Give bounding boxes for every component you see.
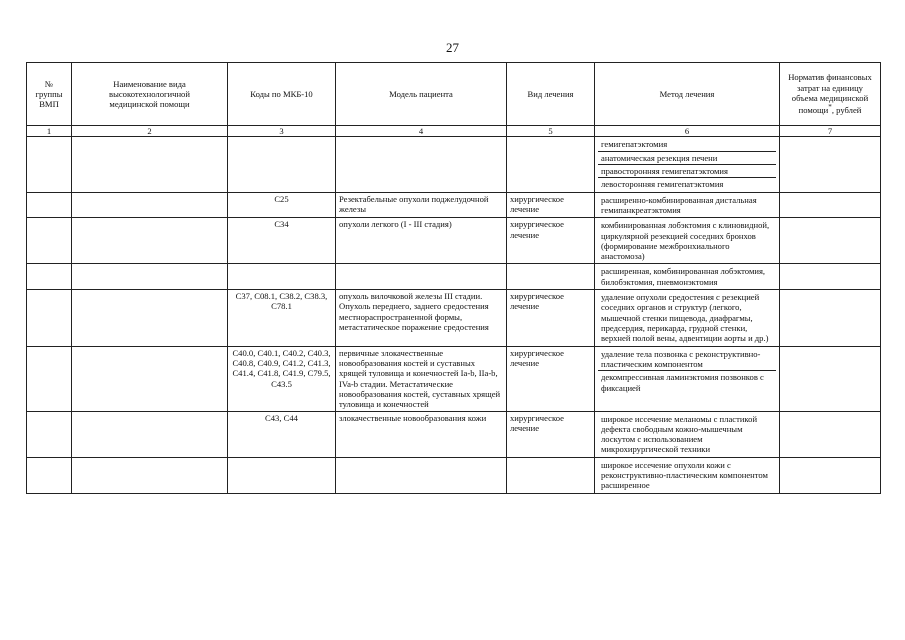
treatment-method-cell xyxy=(595,457,780,493)
treatment-type-cell: хирургическое лечение xyxy=(507,346,595,411)
header-patient-model: Модель пациента xyxy=(336,63,507,126)
treatment-method-cell xyxy=(595,264,780,290)
group-number-cell xyxy=(27,457,72,493)
column-number: 1 xyxy=(27,126,72,137)
treatment-method-item: широкое иссечение опухоли кожи с реконструктивно-пластическим компонентом расширенное xyxy=(601,459,768,491)
group-number-cell xyxy=(27,290,72,347)
header-group-number: № группы ВМП xyxy=(27,63,72,126)
treatment-method-item: удаление опухоли средостения с резекцией соседних органов и структур (легкого, мышечной стенки пищевода, диафрагмы, предсердия, перикарда, грудной стенки, верхней полой вены, адвентиции аорты и др.) xyxy=(601,292,769,344)
treatment-type-cell: хирургическое лечение xyxy=(507,411,595,457)
table-row xyxy=(27,346,881,411)
treatment-method-cell xyxy=(595,411,780,457)
patient-model-cell: первичные злокачественные новообразования костей и суставных хрящей туловища и конечностей Ia-b, IIa-b, IVa-b стадии. Метастатические новообразования костей, суставных хрящей туловища и конечностей xyxy=(336,346,507,411)
care-type-cell xyxy=(72,137,228,192)
group-number-cell xyxy=(27,264,72,290)
treatment-method-cell xyxy=(595,218,780,264)
treatment-type-cell xyxy=(507,137,595,192)
group-number-cell xyxy=(27,411,72,457)
patient-model-cell: злокачественные новообразования кожи xyxy=(336,411,507,457)
care-type-cell xyxy=(72,264,228,290)
vmp-table xyxy=(26,62,881,494)
group-number-cell xyxy=(27,192,72,218)
care-type-cell xyxy=(72,411,228,457)
column-number: 3 xyxy=(228,126,336,137)
treatment-method-item: удаление тела позвонка с реконструктивно-пластическим компонентом xyxy=(598,348,776,372)
patient-model-cell: опухоль вилочковой железы III стадии. Опухоль переднего, заднего средостения местнораспространенной формы, метастатическое поражение средостения xyxy=(336,290,507,347)
icd-codes-cell xyxy=(228,137,336,192)
cost-norm-cell xyxy=(780,290,881,347)
cost-norm-label: Норматив финансовых затрат на единицу объема медицинской помощи xyxy=(788,72,872,116)
column-number: 4 xyxy=(336,126,507,137)
cost-norm-cell xyxy=(780,411,881,457)
table-row xyxy=(27,192,881,218)
column-number: 7 xyxy=(780,126,881,137)
cost-norm-cell xyxy=(780,218,881,264)
cost-norm-cell xyxy=(780,192,881,218)
icd-codes-cell: C34 xyxy=(228,218,336,264)
icd-codes-cell: C43, C44 xyxy=(228,411,336,457)
patient-model-cell xyxy=(336,457,507,493)
care-type-cell xyxy=(72,346,228,411)
treatment-method-cell xyxy=(595,192,780,218)
icd-codes-cell xyxy=(228,457,336,493)
cost-norm-cell xyxy=(780,346,881,411)
treatment-method-cell xyxy=(595,346,780,411)
care-type-cell xyxy=(72,192,228,218)
icd-codes-cell: C37, C08.1, C38.2, C38.3, C78.1 xyxy=(228,290,336,347)
treatment-method-item: расширенно-комбинированная дистальная гемипанкреатэктомия xyxy=(601,194,757,215)
treatment-type-cell: хирургическое лечение xyxy=(507,218,595,264)
patient-model-cell xyxy=(336,264,507,290)
patient-model-cell xyxy=(336,137,507,192)
treatment-type-cell xyxy=(507,457,595,493)
treatment-method-cell xyxy=(595,290,780,347)
table-row xyxy=(27,411,881,457)
header-treatment-method: Метод лечения xyxy=(595,63,780,126)
treatment-method-item: декомпрессивная ламинэктомия позвонков с фиксацией xyxy=(601,372,764,393)
care-type-cell xyxy=(72,457,228,493)
icd-codes-cell xyxy=(228,264,336,290)
table-row xyxy=(27,264,881,290)
treatment-method-item: гемигепатэктомия xyxy=(598,138,776,151)
cost-norm-cell xyxy=(780,457,881,493)
group-number-cell xyxy=(27,137,72,192)
treatment-method-item: анатомическая резекция печени xyxy=(598,152,776,165)
table-row xyxy=(27,457,881,493)
treatment-method-item: широкое иссечение меланомы с пластикой дефекта свободным кожно-мышечным лоскутом с использованием микрохирургической техники xyxy=(601,413,758,455)
column-number: 2 xyxy=(72,126,228,137)
column-number: 6 xyxy=(595,126,780,137)
header-icd-codes: Коды по МКБ-10 xyxy=(228,63,336,126)
page-number: 27 xyxy=(446,40,459,55)
table-row xyxy=(27,218,881,264)
header-row xyxy=(27,63,881,126)
care-type-cell xyxy=(72,290,228,347)
treatment-type-cell xyxy=(507,264,595,290)
cost-norm-cell xyxy=(780,264,881,290)
icd-codes-cell: C40.0, C40.1, C40.2, C40.3, C40.8, C40.9, C41.2, C41.3, C41.4, C41.8, C41.9, C79.5, C43.5 xyxy=(228,346,336,411)
care-type-cell xyxy=(72,218,228,264)
cost-norm-cell xyxy=(780,137,881,192)
treatment-method-item: расширенная, комбинированная лобэктомия, билобэктомия, пневмонэктомия xyxy=(601,266,766,287)
treatment-method-cell xyxy=(595,137,780,192)
treatment-type-cell: хирургическое лечение xyxy=(507,290,595,347)
table-row xyxy=(27,137,881,192)
treatment-method-item: правосторонняя гемигепатэктомия xyxy=(598,165,776,178)
header-cost-norm xyxy=(780,63,881,126)
treatment-method-item: комбинированная лобэктомия с клиновидной, циркулярной резекцией соседних бронхов (формирование межбронхиального анастомоза) xyxy=(601,220,770,262)
patient-model-cell: опухоли легкого (I - III стадия) xyxy=(336,218,507,264)
header-care-type: Наименование вида высокотехнологичной медицинской помощи xyxy=(72,63,228,126)
column-number-row xyxy=(27,126,881,137)
header-treatment-type: Вид лечения xyxy=(507,63,595,126)
group-number-cell xyxy=(27,346,72,411)
treatment-type-cell: хирургическое лечение xyxy=(507,192,595,218)
treatment-method-item: левосторонняя гемигепатэктомия xyxy=(601,179,724,190)
table-row xyxy=(27,290,881,347)
patient-model-cell: Резектабельные опухоли поджелудочной железы xyxy=(336,192,507,218)
icd-codes-cell: C25 xyxy=(228,192,336,218)
group-number-cell xyxy=(27,218,72,264)
column-number: 5 xyxy=(507,126,595,137)
cost-norm-unit: , рублей xyxy=(831,105,862,116)
cost-norm-footnote-mark: * xyxy=(828,103,832,112)
